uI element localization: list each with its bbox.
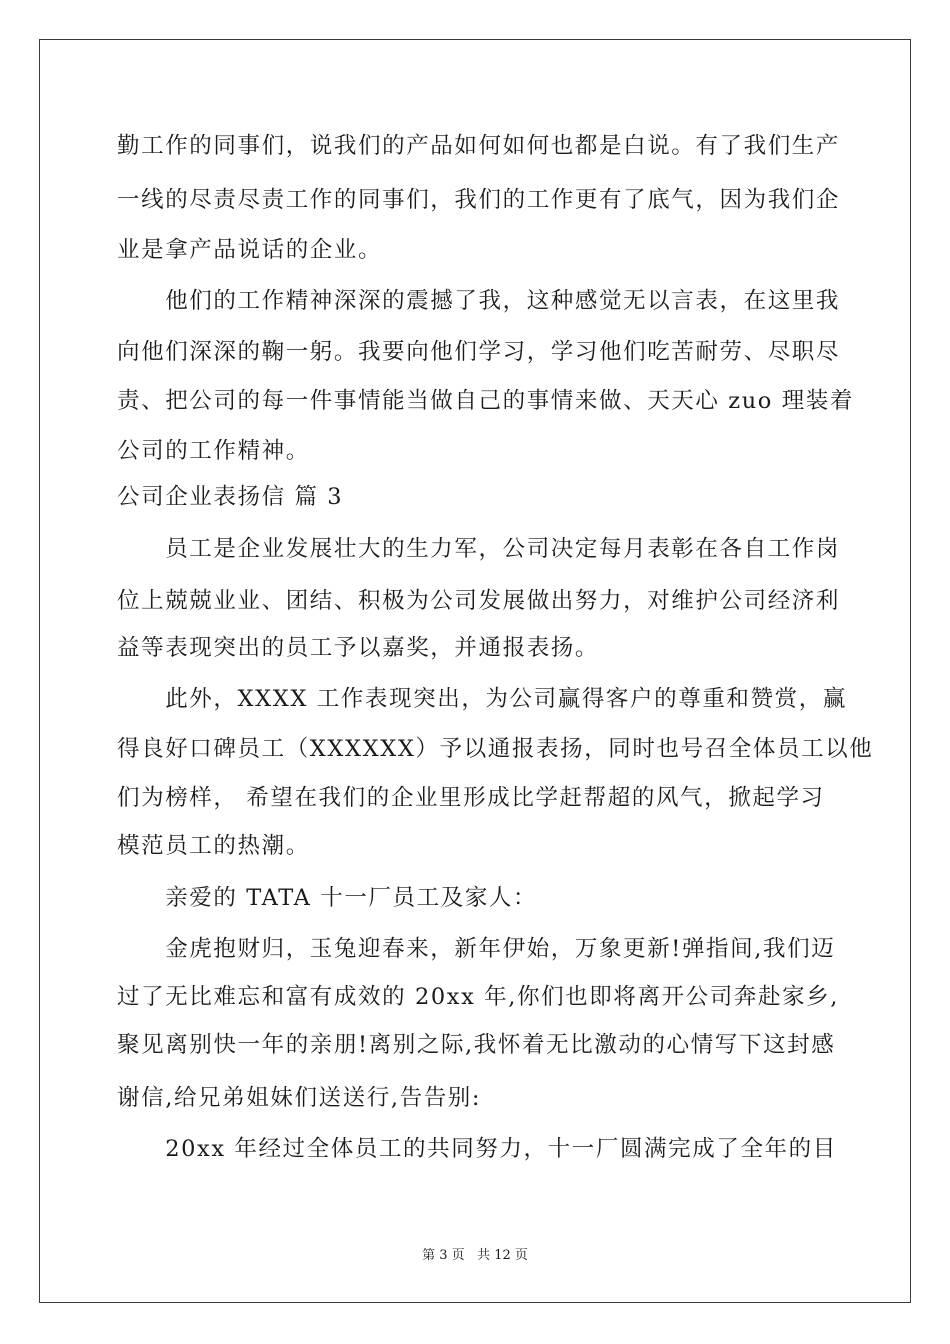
text-line: 得良好口碑员工（XXXXXX）予以通报表扬，同时也号召全体员工以他 [117,736,874,762]
text-line: 们为榜样， 希望在我们的企业里形成比学赶帮超的风气，掀起学习 [117,785,825,811]
text-line: 益等表现突出的员工予以嘉奖，并通报表扬。 [117,635,600,661]
text-line: 一线的尽责尽责工作的同事们，我们的工作更有了底气，因为我们企 [117,187,841,213]
page-border [39,39,911,1303]
text-line: 聚见离别快一年的亲朋!离别之际,我怀着无比激动的心情写下这封感 [117,1032,836,1058]
page-footer: 第 3 页 共 12 页 [422,1248,528,1263]
text-line: 金虎抱财归，玉兔迎春来，新年伊始，万象更新!弹指间,我们迈 [117,936,836,962]
text-line: 向他们深深的鞠一躬。我要向他们学习，学习他们吃苦耐劳、尽职尽 [117,339,841,365]
text-line: 公司的工作精神。 [117,438,310,464]
text-line: 他们的工作精神深深的震撼了我，这种感觉无以言表，在这里我 [117,288,841,314]
text-line: 此外，XXXX 工作表现突出，为公司赢得客户的尊重和赞赏，赢 [117,686,847,712]
text-line: 勤工作的同事们，说我们的产品如何如何也都是白说。有了我们生产 [117,133,841,159]
text-line: 过了无比难忘和富有成效的 20xx 年,你们也即将离开公司奔赴家乡, [117,984,840,1010]
text-line: 亲爱的 TATA 十一厂员工及家人： [117,885,538,911]
text-line: 业是拿产品说话的企业。 [117,237,383,263]
section-heading: 公司企业表扬信 篇 3 [117,484,344,510]
text-line: 责、把公司的每一件事情能当做自己的事情来做、天天心 zuo 理装着 [117,388,854,414]
text-line: 20xx 年经过全体员工的共同努力，十一厂圆满完成了全年的目 [117,1136,837,1162]
text-line: 位上兢兢业业、团结、积极为公司发展做出努力，对维护公司经济利 [117,588,841,614]
text-line: 模范员工的热潮。 [117,833,310,859]
text-line: 谢信,给兄弟姐妹们送送行,告告别: [117,1085,482,1111]
text-line: 员工是企业发展壮大的生力军，公司决定每月表彰在各自工作岗 [117,536,841,562]
